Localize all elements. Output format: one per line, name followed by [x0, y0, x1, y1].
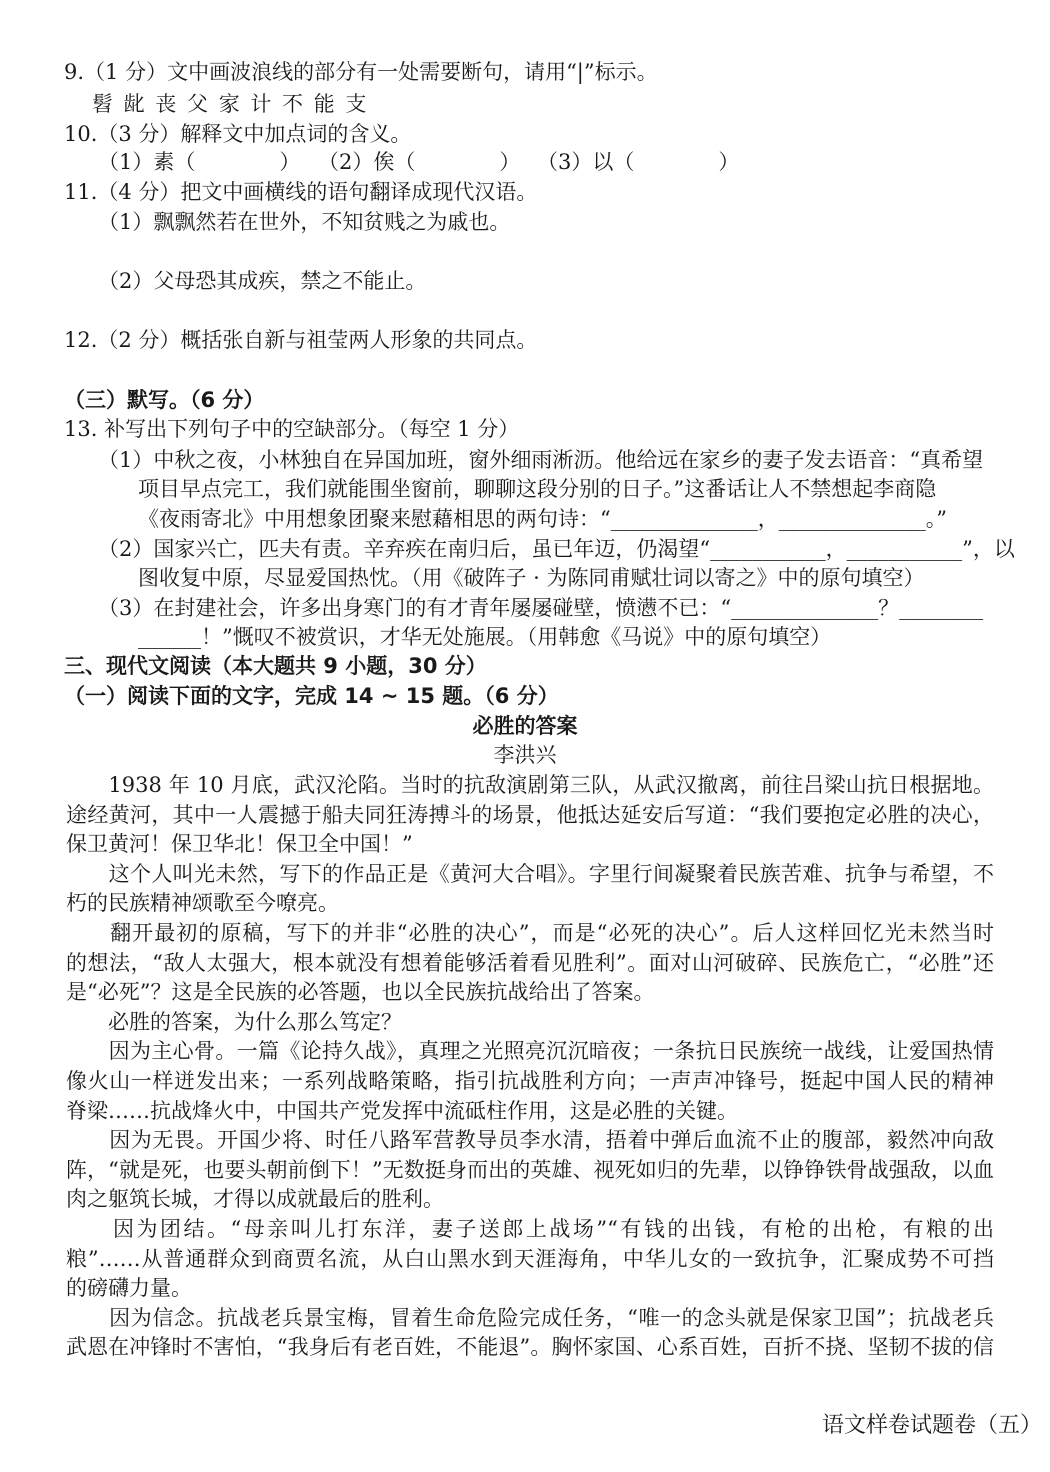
article-line: 途经黄河，其中一人震撼于船夫同狂涛搏斗的场景，他抵达延安后写道：“我们要抱定必胜的决心，	[66, 803, 994, 827]
q11-item-2: （2）父母恐其成疾，禁之不能止。	[98, 269, 427, 293]
q13-item-1-line-3: 《夜雨寄北》中用想象团聚来慰藉相思的两句诗：“______________，______________。”	[138, 507, 947, 531]
q10-item-3: （3）以（ ）	[537, 150, 740, 174]
q13-item-2-line-2: 图收复中原，尽显爱国热忱。（用《破阵子 · 为陈同甫赋壮词以寄之》中的原句填空）	[138, 566, 925, 590]
article-author: 李洪兴	[493, 743, 557, 767]
q13-item-1-line-1: （1）中秋之夜，小林独自在异国加班，窗外细雨淅沥。他给远在家乡的妻子发去语音：“真希望	[98, 448, 984, 472]
article-line: 像火山一样迸发出来；一系列战略策略，指引抗战胜利方向；一声声冲锋号，挺起中国人民的精神	[66, 1069, 994, 1093]
q13-item-3-line-2: ______！”慨叹不被赏识，才华无处施展。（用韩愈《马说》中的原句填空）	[138, 625, 832, 649]
q10-item-2: （2）俟（ ）	[318, 150, 521, 174]
article-line: 因为主心骨。一篇《论持久战》，真理之光照亮沉沉暗夜；一条抗日民族统一战线，让爱国热情	[66, 1039, 994, 1063]
dictation-header: （三）默写。（6 分）	[64, 388, 265, 412]
article-title: 必胜的答案	[472, 714, 578, 738]
article-line: 这个人叫光未然，写下的作品正是《黄河大合唱》。字里行间凝聚着民族苦难、抗争与希望，不	[66, 862, 994, 886]
article-line: 因为信念。抗战老兵景宝梅，冒着生命危险完成任务，“唯一的念头就是保家卫国”；抗战老兵	[66, 1306, 994, 1330]
q10-item-1: （1）素（ ）	[98, 150, 301, 174]
q13-stem: 13. 补写出下列句子中的空缺部分。（每空 1 分）	[64, 417, 520, 441]
section-3-header: 三、现代文阅读（本大题共 9 小题，30 分）	[64, 654, 487, 678]
article-line: 武恩在冲锋时不害怕，“我身后有老百姓，不能退”。胸怀家国、心系百姓，百折不挠、坚韧不拔的信	[66, 1335, 994, 1359]
article-line: 因为团结。“母亲叫儿打东洋，妻子送郎上战场”“有钱的出钱，有枪的出枪，有粮的出	[66, 1217, 994, 1241]
q13-item-2-line-1: （2）国家兴亡，匹夫有责。辛弃疾在南归后，虽已年迈，仍渴望“___________，___________”，以	[98, 537, 1015, 561]
article-line: 朽的民族精神颂歌至今嘹亮。	[66, 891, 339, 915]
q9-text: 髫 龀 丧 父 家 计 不 能 支	[92, 92, 369, 116]
article-line: 必胜的答案，为什么那么笃定？	[66, 1010, 402, 1034]
article-line: 1938 年 10 月底，武汉沦陷。当时的抗敌演剧第三队，从武汉撤离，前往吕梁山抗日根据地。	[66, 773, 994, 797]
page-footer: 语文样卷试题卷（五）	[822, 1413, 1043, 1438]
q11-item-1: （1）飘飘然若在世外，不知贫贱之为戚也。	[98, 210, 511, 234]
article-line: 阵，“就是死，也要头朝前倒下！”无数挺身而出的英雄、视死如归的先辈，以铮铮铁骨战强敌，以血	[66, 1158, 994, 1182]
article-line: 肉之躯筑长城，才得以成就最后的胜利。	[66, 1187, 444, 1211]
q10-stem: 10.（3 分）解释文中加点词的含义。	[64, 122, 412, 146]
q11-stem: 11.（4 分）把文中画横线的语句翻译成现代汉语。	[64, 180, 538, 204]
article-line: 保卫黄河！保卫华北！保卫全中国！”	[66, 832, 413, 856]
article-line: 翻开最初的原稿，写下的并非“必胜的决心”，而是“必死的决心”。后人这样回忆光未然当时	[66, 921, 994, 945]
article-line: 是“必死”？这是全民族的必答题，也以全民族抗战给出了答案。	[66, 980, 655, 1004]
q13-item-3-line-1: （3）在封建社会，许多出身寒门的有才青年屡屡碰壁，愤懑不已：“______________？________	[98, 596, 984, 620]
article-line: 脊梁……抗战烽火中，中国共产党发挥中流砥柱作用，这是必胜的关键。	[66, 1099, 738, 1123]
section-3-subheader: （一）阅读下面的文字，完成 14 ~ 15 题。（6 分）	[64, 684, 559, 708]
article-line: 粮”……从普通群众到商贾名流，从白山黑水到天涯海角，中华儿女的一致抗争，汇聚成势不可挡	[66, 1247, 994, 1271]
q13-item-1-line-2: 项目早点完工，我们就能围坐窗前，聊聊这段分别的日子。”这番话让人不禁想起李商隐	[138, 477, 937, 501]
q12-stem: 12.（2 分）概括张自新与祖莹两人形象的共同点。	[64, 328, 538, 352]
q9-stem: 9.（1 分）文中画波浪线的部分有一处需要断句，请用“|”标示。	[64, 60, 658, 84]
article-line: 的想法，“敌人太强大，根本就没有想着能够活着看见胜利”。面对山河破碎、民族危亡，“必胜”还	[66, 951, 994, 975]
article-line: 的磅礴力量。	[66, 1276, 192, 1300]
article-line: 因为无畏。开国少将、时任八路军营教导员李水清，捂着中弹后血流不止的腹部，毅然冲向敌	[66, 1128, 994, 1152]
